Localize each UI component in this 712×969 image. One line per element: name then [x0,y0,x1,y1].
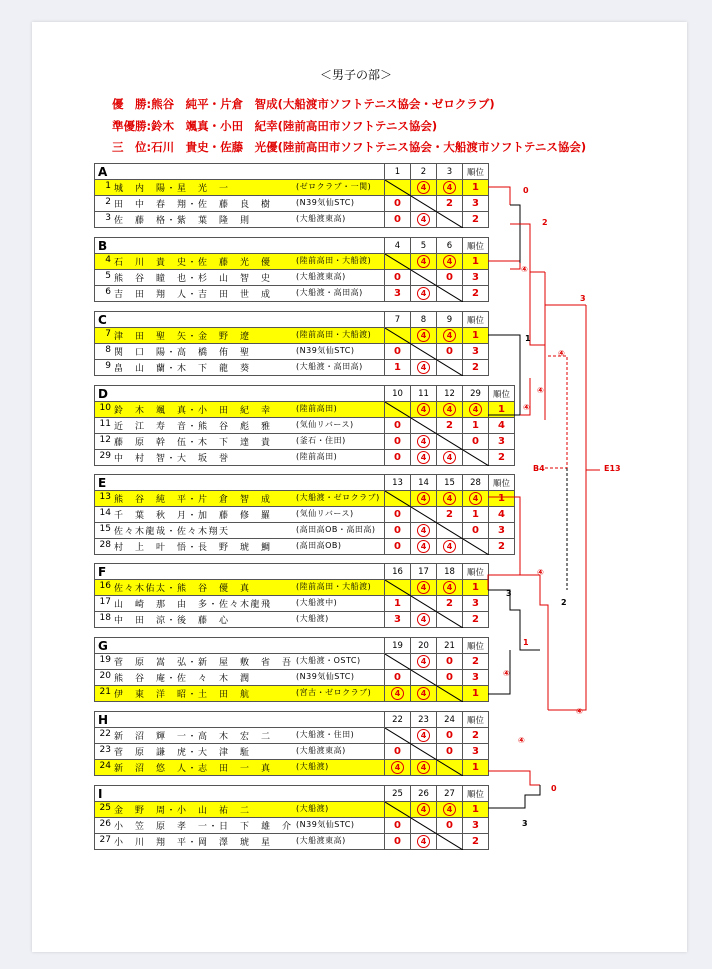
group-label: H [95,712,385,728]
player-names: 城 内 陽・星 光 一 [114,184,230,194]
column-header: 23 [411,712,437,728]
column-header: 27 [437,786,463,802]
win-score: 4 [391,687,404,700]
score-cell: 1 [385,596,411,612]
player-club: (高田高OB) [296,541,342,550]
player-club: (大船渡・高田高) [296,362,363,371]
bracket-score: 1 [523,638,529,647]
player-club: (気仙リバース) [296,420,354,429]
win-score: 4 [417,287,430,300]
rank-cell: 2 [463,612,489,628]
win-score: 4 [417,581,430,594]
player-names: 佐 藤 格・紫 葉 隆 則 [114,216,251,226]
score-cell: 0 [385,196,411,212]
score-cell: 0 [437,818,463,834]
bracket-score: 0 [551,784,557,793]
player-club: (大船渡) [296,804,329,813]
score-cell: 0 [385,670,411,686]
player-number: 29 [99,451,111,461]
player-club: (大船渡・住田) [296,730,355,739]
score-cell: 0 [437,654,463,670]
bracket-score: 2 [542,218,548,227]
win-score: 4 [417,803,430,816]
player-names: 村 上 叶 悟・長 野 琥 鯛 [114,543,272,553]
score-cell: 2 [437,196,463,212]
win-score: 4 [443,329,456,342]
player-number: 3 [105,213,111,223]
player-number: 28 [99,540,111,550]
win-score: 4 [443,540,456,553]
player-club: (陸前高田・大船渡) [296,256,372,265]
column-header: 15 [437,475,463,491]
score-cell: 0 [385,418,411,434]
player-club: (N39気仙STC) [296,672,355,681]
win-score: 4 [417,729,430,742]
column-header: 3 [437,164,463,180]
rank-cell: 2 [489,450,515,466]
player-names: 鈴 木 颯 真・小 田 紀 幸 [114,406,272,416]
player-names: 石 川 貴 史・佐 藤 光 優 [114,258,272,268]
player-club: (大船渡) [296,762,329,771]
player-club: (大船渡・ゼロクラブ) [296,493,380,502]
player-names: 近 江 寿 音・熊 谷 彪 雅 [114,422,272,432]
player-names: 熊 谷 庵・佐 々 木 潤 [114,674,251,684]
win-score: 4 [443,403,456,416]
win-score: 4 [417,435,430,448]
rank-header: 順位 [463,164,489,180]
player-number: 1 [105,181,111,191]
player-club: (陸前高田) [296,404,338,413]
column-header: 4 [385,238,411,254]
player-number: 22 [99,729,111,739]
score-cell: 0 [385,818,411,834]
column-header: 13 [385,475,411,491]
player-number: 14 [99,508,111,518]
player-names: 畠 山 蘭・木 下 龍 葵 [114,364,251,374]
player-number: 11 [99,419,111,429]
rank-cell: 2 [463,286,489,302]
win-score: 4 [417,181,430,194]
win-score: 4 [417,835,430,848]
column-header: 19 [385,638,411,654]
win-score: 4 [417,255,430,268]
score-cell: 0 [437,744,463,760]
rank-cell: 2 [463,834,489,850]
rank-cell: 2 [489,539,515,555]
player-number: 21 [99,687,111,697]
rank-cell: 3 [463,196,489,212]
score-cell: 0 [437,728,463,744]
win-score: 4 [417,613,430,626]
bracket-score: ④ [523,403,530,412]
rank-header: 順位 [489,386,515,402]
rank-cell: 3 [463,596,489,612]
rank-header: 順位 [489,475,515,491]
win-score: 4 [443,492,456,505]
player-club: (N39気仙STC) [296,820,355,829]
rank-header: 順位 [463,712,489,728]
column-header: 8 [411,312,437,328]
rank-cell: 3 [463,744,489,760]
player-number: 23 [99,745,111,755]
win-score: 4 [417,361,430,374]
score-cell: 1 [463,507,489,523]
score-cell: 0 [385,523,411,539]
column-header: 1 [385,164,411,180]
score-cell: 0 [463,434,489,450]
group-label: G [95,638,385,654]
player-number: 9 [105,361,111,371]
player-number: 24 [99,761,111,771]
score-cell: 0 [385,434,411,450]
player-club: (陸前高田・大船渡) [296,330,372,339]
group-label: B [95,238,385,254]
column-header: 5 [411,238,437,254]
win-score: 4 [443,255,456,268]
rank-cell: 1 [463,802,489,818]
win-score: 4 [469,403,482,416]
player-club: (N39気仙STC) [296,198,355,207]
score-cell: 0 [385,744,411,760]
bracket-score: ④ [503,669,510,678]
player-club: (大船渡・高田高) [296,288,363,297]
win-score: 4 [417,403,430,416]
bracket-score: ④ [518,736,525,745]
score-cell: 0 [437,670,463,686]
score-cell: 0 [463,523,489,539]
player-names: 関 口 陽・高 橋 侑 聖 [114,348,251,358]
player-club: (陸前高田) [296,452,338,461]
column-header: 29 [463,386,489,402]
rank-cell: 2 [463,360,489,376]
rank-header: 順位 [463,786,489,802]
player-number: 4 [105,255,111,265]
player-club: (大船渡・OSTC) [296,656,361,665]
player-number: 20 [99,671,111,681]
rank-cell: 4 [489,418,515,434]
win-score: 4 [417,492,430,505]
win-score: 4 [417,540,430,553]
player-club: (釜石・住田) [296,436,346,445]
column-header: 2 [411,164,437,180]
player-club: (大船渡東高) [296,272,346,281]
player-number: 5 [105,271,111,281]
player-number: 26 [99,819,111,829]
rank-cell: 1 [463,180,489,196]
player-names: 津 田 聖 矢・金 野 遼 [114,332,251,342]
rank-cell: 2 [463,654,489,670]
column-header: 16 [385,564,411,580]
player-number: 16 [99,581,111,591]
win-score: 4 [417,655,430,668]
bracket-score: ④ [537,386,544,395]
bracket-score: 0 [523,186,529,195]
player-names: 熊 谷 純 平・片 倉 智 成 [114,495,272,505]
group-label: F [95,564,385,580]
player-names: 伊 東 洋 昭・土 田 航 [114,690,251,700]
player-names: 藤 原 幹 伍・木 下 達 貴 [114,438,272,448]
score-cell: 3 [385,612,411,628]
player-names: 小 川 翔 平・岡 澤 琥 星 [114,838,272,848]
rank-cell: 1 [463,686,489,702]
rank-cell: 3 [463,818,489,834]
bracket-score: 2 [561,598,567,607]
player-club: (大船渡東高) [296,836,346,845]
player-club: (N39気仙STC) [296,346,355,355]
win-score: 4 [417,213,430,226]
score-cell: 1 [385,360,411,376]
player-number: 13 [99,492,111,502]
bracket-score: ④ [576,707,583,716]
player-names: 小 笠 原 孝 一・日 下 雄 介 [114,822,293,832]
column-header: 24 [437,712,463,728]
score-cell: 0 [437,344,463,360]
rank-cell: 3 [489,523,515,539]
rank-cell: 1 [463,760,489,776]
bracket-score: ④ [521,265,528,274]
player-names: 菅 原 嵩 弘・新 屋 敷 省 吾 [114,658,293,668]
column-header: 20 [411,638,437,654]
player-number: 6 [105,287,111,297]
player-number: 7 [105,329,111,339]
group-label: D [95,386,385,402]
page-title: ＜男子の部＞ [319,68,392,82]
player-number: 15 [99,524,111,534]
win-score: 4 [443,181,456,194]
rank-cell: 3 [489,434,515,450]
score-cell: 0 [437,270,463,286]
player-club: (陸前高田・大船渡) [296,582,372,591]
rank-cell: 2 [463,728,489,744]
bracket-score: 3 [580,294,586,303]
rank-cell: 4 [489,507,515,523]
column-header: 26 [411,786,437,802]
column-header: 22 [385,712,411,728]
result-runner-up: 準優勝:鈴木 颯真・小田 紀幸(陸前高田市ソフトテニス協会) [112,119,438,133]
player-names: 中 田 涼・後 藤 心 [114,616,230,626]
player-names: 熊 谷 瞳 也・杉 山 智 史 [114,274,272,284]
bracket-match-code: E13 [604,464,621,473]
score-cell: 0 [385,270,411,286]
player-names: 新 沼 輝 一・高 木 宏 二 [114,732,272,742]
column-header: 18 [437,564,463,580]
rank-cell: 1 [463,328,489,344]
column-header: 7 [385,312,411,328]
player-number: 25 [99,803,111,813]
bracket-score: 3 [506,589,512,598]
rank-cell: 3 [463,270,489,286]
win-score: 4 [417,761,430,774]
player-number: 12 [99,435,111,445]
group-label: I [95,786,385,802]
player-names: 金 野 周・小 山 祐 二 [114,806,251,816]
score-cell: 0 [385,507,411,523]
score-cell: 0 [385,212,411,228]
player-names: 山 崎 那 由 多・佐々木龍飛 [114,600,272,610]
player-club: (高田高OB・高田高) [296,525,376,534]
player-names: 田 中 春 翔・佐 藤 良 樹 [114,200,272,210]
player-names: 菅 原 謙 虎・大 津 駈 [114,748,251,758]
bracket-score: ④ [537,568,544,577]
win-score: 4 [391,761,404,774]
column-header: 11 [411,386,437,402]
rank-cell: 3 [463,670,489,686]
score-cell: 0 [385,344,411,360]
bracket-score: 1 [525,334,531,343]
bracket-score: 3 [522,819,528,828]
player-number: 18 [99,613,111,623]
score-cell: 0 [385,834,411,850]
player-club: (大船渡東高) [296,214,346,223]
score-cell: 0 [385,539,411,555]
win-score: 4 [417,524,430,537]
column-header: 25 [385,786,411,802]
player-names: 千 葉 秋 月・加 藤 修 羅 [114,511,272,521]
column-header: 14 [411,475,437,491]
group-label: E [95,475,385,491]
rank-cell: 3 [463,344,489,360]
bracket-score: ④ [558,349,565,358]
player-number: 27 [99,835,111,845]
rank-cell: 1 [463,580,489,596]
win-score: 4 [443,803,456,816]
win-score: 4 [443,451,456,464]
rank-cell: 2 [463,212,489,228]
score-cell: 0 [385,450,411,466]
player-club: (大船渡東高) [296,746,346,755]
player-club: (宮古・ゼロクラブ) [296,688,372,697]
player-club: (気仙リバース) [296,509,354,518]
player-number: 10 [99,403,111,413]
rank-cell: 1 [463,254,489,270]
column-header: 10 [385,386,411,402]
column-header: 9 [437,312,463,328]
player-club: (大船渡中) [296,598,338,607]
column-header: 6 [437,238,463,254]
group-label: A [95,164,385,180]
bracket-match-code: B4 [533,464,545,473]
column-header: 21 [437,638,463,654]
score-cell: 3 [385,286,411,302]
player-names: 中 村 智・大 坂 誉 [114,454,230,464]
rank-header: 順位 [463,312,489,328]
player-number: 2 [105,197,111,207]
win-score: 4 [417,687,430,700]
win-score: 4 [469,492,482,505]
player-number: 17 [99,597,111,607]
column-header: 17 [411,564,437,580]
player-names: 吉 田 翔 人・吉 田 世 成 [114,290,272,300]
group-label: C [95,312,385,328]
win-score: 4 [443,581,456,594]
rank-cell: 1 [489,402,515,418]
win-score: 4 [417,451,430,464]
score-cell: 2 [437,596,463,612]
rank-header: 順位 [463,638,489,654]
result-third-place: 三 位:石川 貴史・佐藤 光優(陸前高田市ソフトテニス協会・大船渡市ソフトテニス協会) [112,140,587,154]
player-names: 佐々木佑太・熊 谷 優 真 [114,584,251,594]
player-names: 佐々木龍哉・佐々木翔天 [114,527,230,537]
player-club: (大船渡) [296,614,329,623]
win-score: 4 [417,329,430,342]
player-number: 8 [105,345,111,355]
score-cell: 2 [437,418,463,434]
column-header: 28 [463,475,489,491]
rank-cell: 1 [489,491,515,507]
player-club: (ゼロクラブ・一関) [296,182,372,191]
column-header: 12 [437,386,463,402]
result-champion: 優 勝:熊谷 純平・片倉 智成(大船渡市ソフトテニス協会・ゼロクラブ) [112,97,495,111]
score-cell: 1 [463,418,489,434]
rank-header: 順位 [463,564,489,580]
player-number: 19 [99,655,111,665]
score-cell: 2 [437,507,463,523]
player-names: 新 沼 悠 人・志 田 一 真 [114,764,272,774]
rank-header: 順位 [463,238,489,254]
